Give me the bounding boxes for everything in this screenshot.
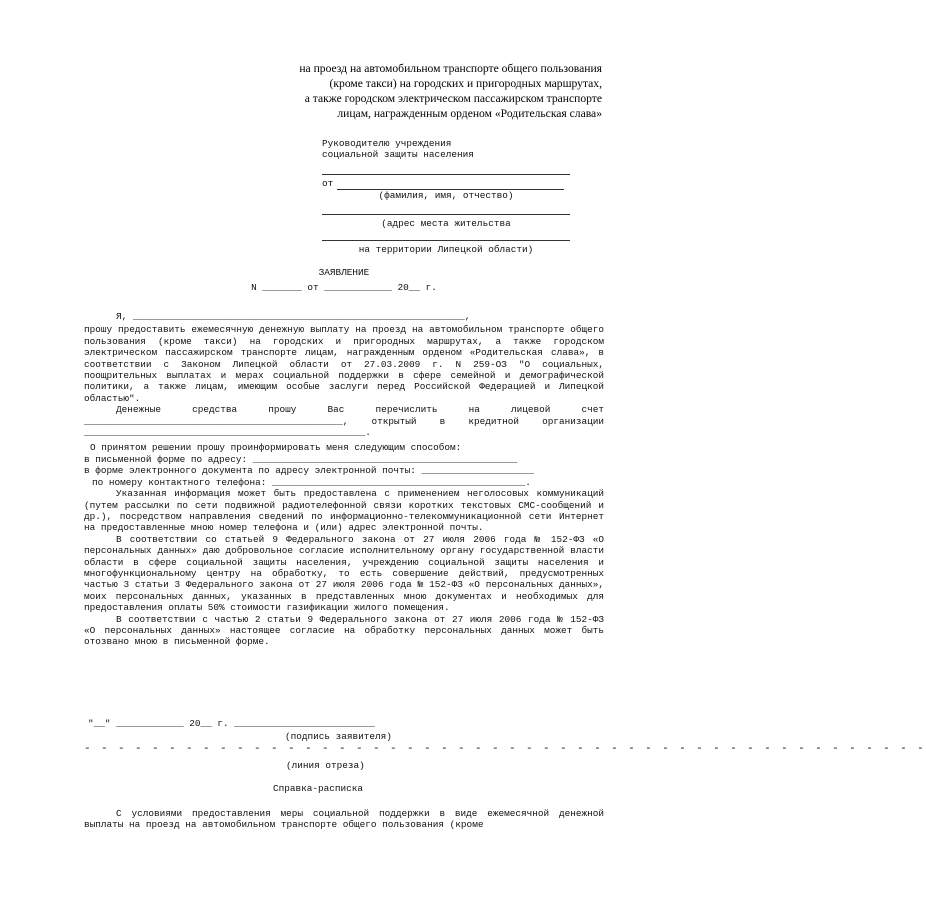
signature-date-line: "__" ____________ 20__ г. _________________________ <box>88 718 375 729</box>
receipt-paragraph: С условиями предоставления меры социальной поддержки в виде ежемесячной денежной выплаты на проезд на автомобильном транспорте общего пользования (кроме <box>84 808 604 831</box>
consent-paragraph: В соответствии со статьей 9 Федерального закона от 27 июля 2006 года № 152-ФЗ «О персональных данных» даю добровольное согласие исполнительному органу государственной власти области в сфере социальной защиты населения, учреждению социальной защиты населения и многофункциональному центру на обработку, то есть совершение действий, предусмотренных частью 3 статьи 3 Федерального закона от 27 июля 2006 года № 152-ФЗ «О персональных данных», моих персональных данных, указанных в представленных мною документах и необходимых для предоставления оплаты 50% стоимости газификации жилого помещения. <box>84 533 604 614</box>
from-label: от <box>322 178 334 190</box>
header-line-2: (кроме такси) на городских и пригородных маршрутах, <box>329 77 602 90</box>
from-row <box>322 178 570 189</box>
receipt-title: Справка-расписка <box>273 783 364 794</box>
revoke-paragraph: В соответствии с частью 2 статьи 9 Федерального закона от 27 июля 2006 года № 152-ФЗ «О персональных данных» настоящее согласие на обработку персональных данных может быть отозвано мною в письменной форме. <box>84 613 604 648</box>
recipient-line-2: социальной защиты населения <box>322 149 474 161</box>
signature-caption: (подпись заявителя) <box>285 731 392 742</box>
address-field-2[interactable] <box>322 229 570 241</box>
recipient-block <box>322 138 570 255</box>
recipient-blank-line[interactable] <box>322 163 570 175</box>
statement-body <box>84 311 604 648</box>
notify-phone-option: по номеру контактного телефона: _____________________________________________. <box>92 476 531 488</box>
region-caption: на территории Липецкой области) <box>358 244 534 256</box>
notify-email-option: в форме электронного документа по адресу электронной почты: ____________________ <box>84 465 535 477</box>
address-caption: (адрес места жительства <box>381 217 511 229</box>
document-header <box>222 61 602 121</box>
header-line-1: на проезд на автомобильном транспорте общего пользования <box>299 62 602 75</box>
from-name-field[interactable] <box>337 180 564 190</box>
header-line-3: а также городском электрическом пассажирском транспорте <box>304 92 602 105</box>
header-line-4: лицам, награжденным орденом «Родительская слава» <box>337 107 602 120</box>
receipt-body <box>84 808 604 831</box>
statement-title: ЗАЯВЛЕНИЕ <box>318 267 370 278</box>
name-caption: (фамилия, имя, отчество) <box>378 189 514 201</box>
address-field-1[interactable] <box>322 203 570 215</box>
request-paragraph: прошу предоставить ежемесячную денежную выплату на проезд на автомобильном транспорте общего пользования (кроме такси) на городских и пригородных маршрутах, а также городском электрическом пассажирском транспорте лицам, награжденным орденом «Родительская слава», в соответствии с Законом Липецкой области от 27.03.2009 г. N 259-ОЗ "О социальных, поощрительных выплатах и мерах социальной поддержки в сфере семейной и демографической политики, а также лицам, имеющим особые заслуги перед Российской Федерацией и Липецкой областью". <box>84 324 604 404</box>
recipient-line-1: Руководителю учреждения <box>322 138 452 149</box>
info-paragraph: Указанная информация может быть предоставлена с применением неголосовых коммуникаций (путем рассылки по сети подвижной радиотелефонной связи коротких текстовых СМС-сообщений и др.), посредством направления сведений по информационно-телекоммуникационной сети Интернет на предоставленные мною номер телефона и (или) адрес электронной почты. <box>84 488 604 534</box>
statement-number-line: N _______ от ____________ 20__ г. <box>251 282 437 293</box>
cut-line: - - - - - - - - - - - - - - - - - - - - - - - - - - - - - - - - - - - - - - - - - - - - - - - - - - <box>84 743 926 755</box>
funds-paragraph: Денежные средства прошу Вас перечислить на лицевой счет ______________________________________________, открытый в кредитной организации __________________________________________________. <box>84 404 604 439</box>
applicant-name-line: Я, ___________________________________________________________, <box>116 311 471 322</box>
cut-caption: (линия отреза) <box>286 760 365 771</box>
notify-paper-option: в письменной форме по адресу: _______________________________________________ <box>84 453 518 465</box>
notify-intro: О принятом решении прошу проинформировать меня следующим способом: <box>90 442 462 454</box>
